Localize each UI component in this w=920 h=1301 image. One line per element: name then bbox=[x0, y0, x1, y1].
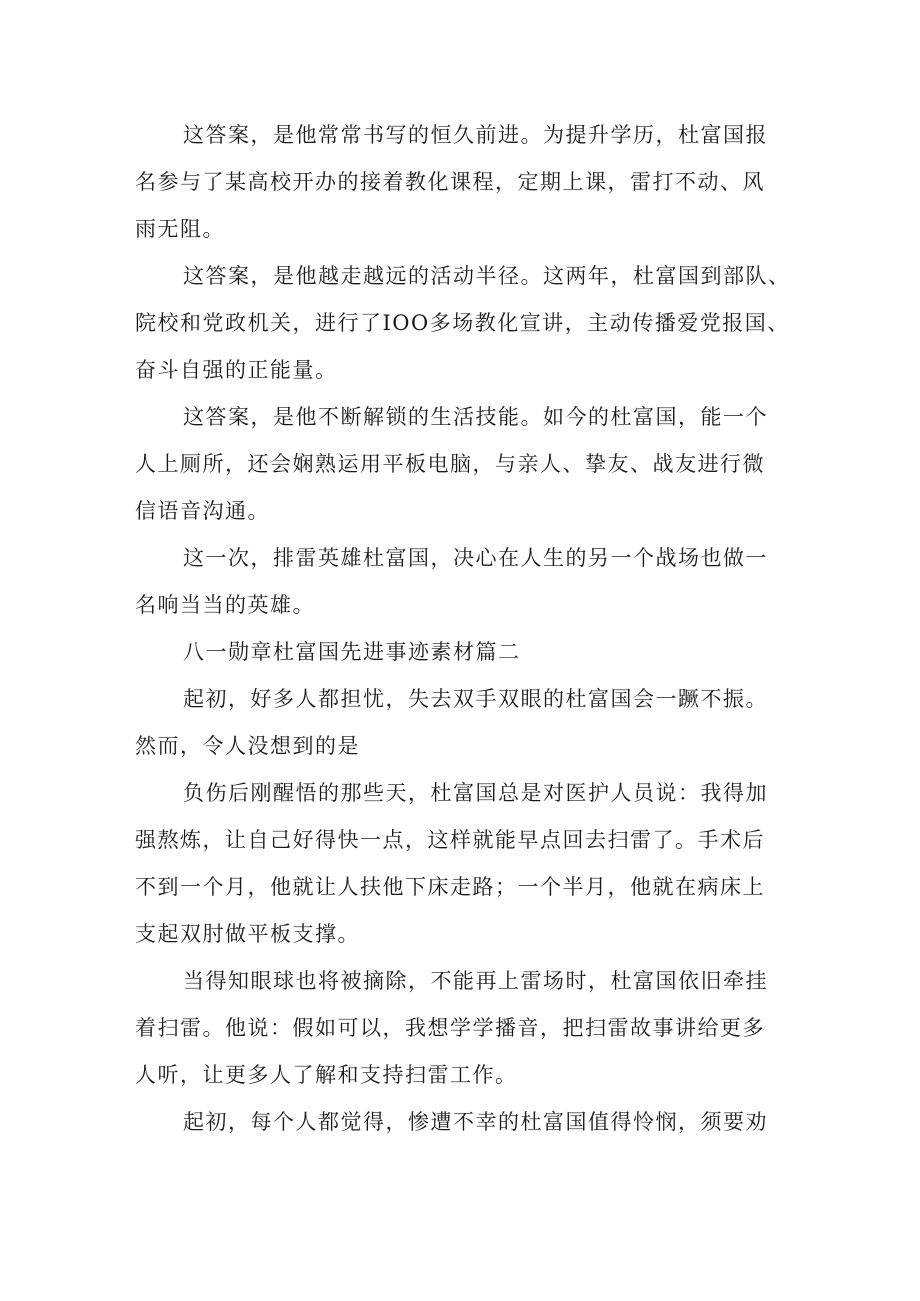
text-line: 不到一个月，他就让人扶他下床走路；一个半月，他就在病床上 bbox=[135, 875, 765, 899]
section-heading bbox=[135, 629, 795, 676]
text-line: 信语音沟通。 bbox=[135, 499, 270, 523]
text-line: 这答案，是他越走越远的活动半径。这两年，杜富国到部队、 bbox=[183, 264, 791, 288]
text-line: 院校和党政机关，进行了IOO多场教化宣讲，主动传播爱党报国、 bbox=[135, 311, 790, 335]
paragraph-1 bbox=[135, 112, 795, 253]
text-line: 名响当当的英雄。 bbox=[135, 593, 315, 617]
text-line: 这答案，是他不断解锁的生活技能。如今的杜富国，能一个 bbox=[183, 405, 768, 429]
text-line: 支起双肘做平板支撑。 bbox=[135, 922, 360, 946]
text-line: 人听，让更多人了解和支持扫雷工作。 bbox=[135, 1063, 518, 1087]
text-line: 着扫雷。他说：假如可以，我想学学播音，把扫雷故事讲给更多 bbox=[135, 1016, 765, 1040]
text-line: 这答案，是他常常书写的恒久前进。为提升学历，杜富国报 bbox=[183, 123, 768, 147]
text-line: 强熬炼，让自己好得快一点，这样就能早点回去扫雷了。手术后 bbox=[135, 828, 765, 852]
text-line: 当得知眼球也将被摘除，不能再上雷场时，杜富国依旧牵挂 bbox=[183, 969, 768, 993]
text-line: 这一次，排雷英雄杜富国，决心在人生的另一个战场也做一 bbox=[183, 546, 768, 570]
text-line: 负伤后刚醒悟的那些天，杜富国总是对医护人员说：我得加 bbox=[183, 781, 768, 805]
text-line: 起初，好多人都担忧，失去双手双眼的杜富国会一蹶不振。 bbox=[183, 687, 768, 711]
paragraph-5 bbox=[135, 676, 795, 770]
text-line: 人上厕所，还会娴熟运用平板电脑，与亲人、挚友、战友进行微 bbox=[135, 452, 765, 476]
document-body bbox=[135, 112, 795, 1146]
text-line: 奋斗自强的正能量。 bbox=[135, 358, 338, 382]
paragraph-8 bbox=[135, 1099, 795, 1146]
paragraph-2 bbox=[135, 253, 795, 394]
paragraph-4 bbox=[135, 535, 795, 629]
text-line: 起初，每个人都觉得，惨遭不幸的杜富国值得怜悯，须要劝 bbox=[183, 1110, 768, 1134]
text-line: 名参与了某高校开办的接着教化课程，定期上课，雷打不动、风 bbox=[135, 170, 765, 194]
paragraph-3 bbox=[135, 394, 795, 535]
text-line: 然而，令人没想到的是 bbox=[135, 734, 360, 758]
paragraph-7 bbox=[135, 958, 795, 1099]
text-line: 雨无阻。 bbox=[135, 217, 225, 241]
paragraph-6 bbox=[135, 770, 795, 958]
section-heading-text: 八一勋章杜富国先进事迹素材篇二 bbox=[183, 640, 521, 664]
